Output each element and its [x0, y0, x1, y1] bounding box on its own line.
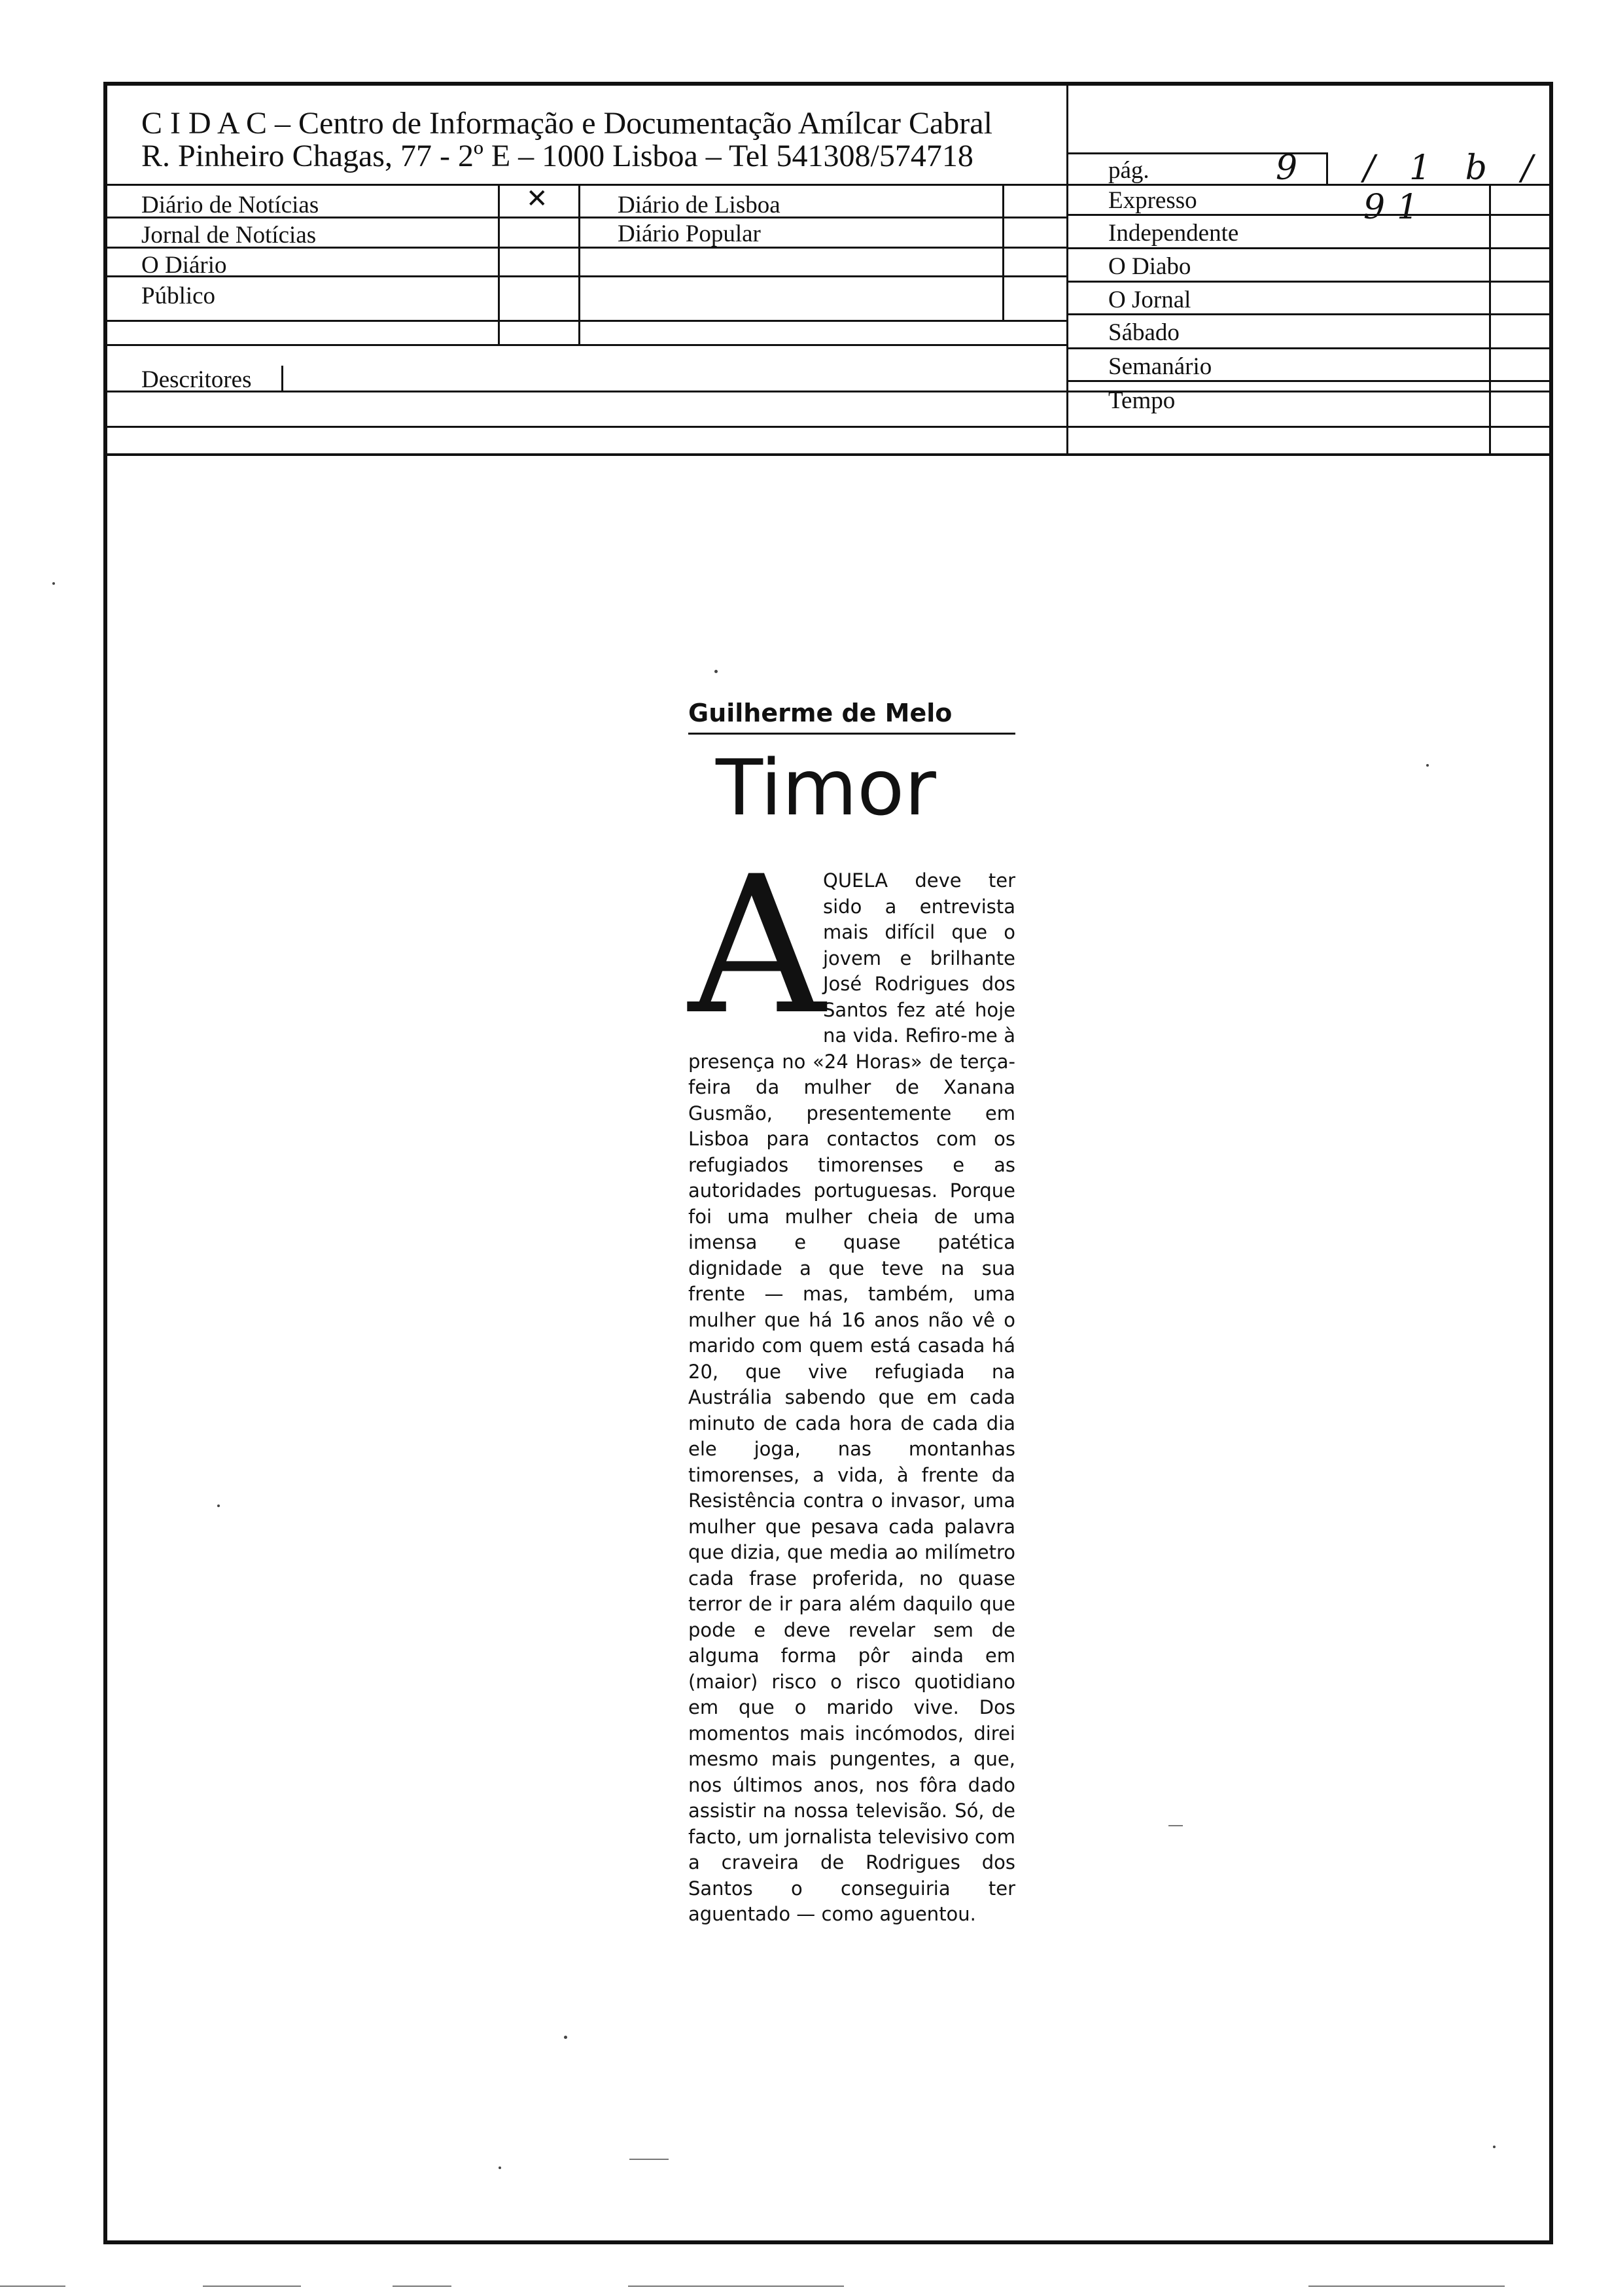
- divider: [107, 344, 1066, 346]
- selection-mark: ✕: [526, 184, 548, 214]
- divider: [107, 184, 1549, 186]
- scan-mark: [1308, 2286, 1505, 2287]
- newspaper-tempo: Tempo: [1108, 387, 1176, 414]
- scan-speck: [714, 670, 718, 673]
- scan-mark: [628, 2286, 844, 2287]
- divider: [1066, 86, 1068, 453]
- newspaper-expresso: Expresso: [1108, 187, 1197, 214]
- dropcap-letter: A: [688, 836, 826, 1056]
- divider: [1066, 281, 1549, 283]
- newspaper-o-jornal: O Jornal: [1108, 287, 1191, 313]
- divider: [107, 275, 1066, 277]
- divider: [281, 366, 283, 391]
- scan-speck: [217, 1505, 220, 1507]
- article-body-wrap: [688, 836, 1015, 1928]
- article-author: Guilherme de Melo: [688, 699, 1015, 735]
- descritores-label: Descritores: [141, 366, 252, 393]
- newspaper-diario-de-lisboa: Diário de Lisboa: [618, 192, 780, 218]
- org-address: R. Pinheiro Chagas, 77 - 2º E – 1000 Lisboa – Tel 541308/574718: [141, 139, 973, 173]
- scan-mark: [203, 2286, 301, 2287]
- divider: [107, 391, 1549, 392]
- clipping-date: / 1 b / 91: [1363, 148, 1545, 227]
- scan-mark: [0, 2286, 65, 2287]
- scan-mark: [629, 2159, 669, 2160]
- page-label: pág.: [1108, 157, 1149, 184]
- divider: [1066, 347, 1549, 349]
- scan-speck: [52, 582, 55, 585]
- newspaper-publico: Público: [141, 283, 216, 309]
- divider: [1066, 247, 1549, 249]
- newspaper-diario-popular: Diário Popular: [618, 220, 761, 247]
- newspaper-diario-de-noticias: Diário de Notícias: [141, 192, 319, 218]
- divider: [107, 320, 1066, 322]
- scan-speck: [1426, 764, 1429, 767]
- page-number: 9: [1276, 148, 1298, 188]
- divider: [1326, 152, 1328, 184]
- article-title: Timor: [716, 742, 936, 833]
- divider: [1002, 184, 1004, 320]
- article: [688, 699, 1015, 1928]
- newspaper-sabado: Sábado: [1108, 319, 1180, 346]
- newspaper-independente: Independente: [1108, 220, 1239, 247]
- scan-speck: [564, 2036, 567, 2039]
- scan-mark: [1168, 1825, 1183, 1826]
- article-body: QUELA deve ter sido a entrevista mais difícil que o jovem e brilhante José Rodrigues dos Santos fez até hoje na vida. Refiro-me à presença no «24 Horas» de terça-feira da mulher de Xanana Gusmão, presentemente em Lisboa para contactos com os refugiados timorenses e as autoridades portuguesas. Porque foi uma mulher cheia de uma imensa e quase patética dignidade a que teve na sua frente — mas, também, uma mulher que há 16 anos não vê o marido com quem está casada há 20, que vive refugiada na Austrália sabendo que em cada minuto de cada hora de cada dia ele joga, nas montanhas timorenses, a vida, à frente da Resistência contra o invasor, uma mulher que pesava cada palavra que dizia, que media ao milímetro cada frase proferida, no quase terror de ir para além daquilo que pode e deve revelar sem de alguma forma pôr ainda em (maior) risco o risco quotidiano em que o marido vive. Dos momentos mais incómodos, direi mesmo mais pungentes, a que, nos últimos anos, nos fôra dado assistir na nossa televisão. Só, de facto, um jornalista televisivo com a craveira de Rodrigues dos Santos o conseguiria ter aguentado — como aguentou.: [688, 869, 1015, 1925]
- newspaper-semanario: Semanário: [1108, 353, 1212, 380]
- newspaper-o-diario: O Diário: [141, 252, 227, 279]
- divider: [107, 426, 1549, 428]
- newspaper-jornal-de-noticias: Jornal de Notícias: [141, 222, 317, 249]
- org-name: C I D A C – Centro de Informação e Documentação Amílcar Cabral: [141, 106, 992, 141]
- newspaper-o-diabo: O Diabo: [1108, 253, 1191, 280]
- scan-speck: [499, 2166, 501, 2169]
- scan-speck: [1493, 2146, 1496, 2148]
- clipping-header: [107, 86, 1549, 456]
- scan-mark: [393, 2286, 451, 2287]
